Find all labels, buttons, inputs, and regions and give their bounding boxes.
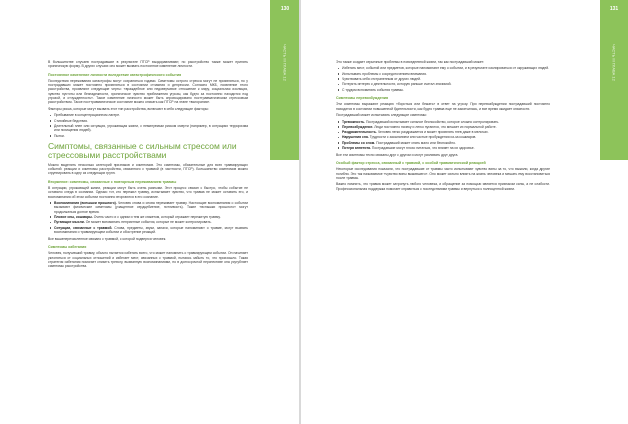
- tab-chapter-label: ГЛАВА 12: [282, 62, 288, 81]
- list-item: Длительный плен или ситуация, угрожающая жизни, с неминуемым риском смерти (например, в ситуациях терроризма или похищения людей).: [48, 124, 248, 133]
- body-paragraph: Факторы риска, которые могут вызвать этот тип расстройства, включают в себя следующие факторы:: [48, 106, 209, 111]
- list-item: Пугающие мысли. Он может вспоминать неприятные события, которые не может контролировать.: [48, 220, 248, 224]
- page-number-left: 130: [280, 6, 290, 12]
- avoidance-list: [336, 66, 550, 91]
- intro-paragraph: В большинстве случаев пострадавшие в результате ПТСР выздоравливают, но расстройство также может принять хроническую форму. В других случаях оно может вызвать постоянное изменение личности.: [48, 60, 248, 69]
- list-item: Потерять интерес к деятельности, которую раньше считал значимой.: [336, 82, 550, 86]
- list-item: Перевозбуждение. Люди постоянно начеку и легко пугаются, что мешает их нормальной работе.: [336, 125, 550, 129]
- body-paragraph: В ситуации, угрожающей жизни, реакции могут быть очень разными. Этот процесс связан с быстро, чтобы событие не оставило следа в сознании. Однако тот, кто пережил травму, испытывает чувство, что травма не может оставить его, и воспоминания об этом событии постоянно вторгаются в его сознание.: [48, 186, 248, 199]
- list-item: Нарушения сна. Трудности с засыпанием или частые пробуждения из-за кошмаров.: [336, 135, 550, 139]
- section-heading: Постоянное изменение личности вследствие катастрофического события: [48, 72, 182, 77]
- page-number-right: 131: [609, 6, 619, 12]
- section-heading: Симптомы перевозбуждения: [336, 95, 389, 100]
- body-paragraph: Пострадавший может испытывать следующие симптомы:: [336, 113, 427, 118]
- list-item: Пребывание в концентрационном лагере.: [48, 113, 248, 117]
- section-heading: Вторжение: симптомы, связанные с повторным переживанием травмы: [48, 179, 177, 184]
- chapter-tab-label-left: [283, 44, 288, 81]
- body-paragraph: Все вышеперечисленное связано с травмой, с которой подвергся человек.: [48, 236, 167, 241]
- list-item: Тревожность. Пострадавший испытывает сильное беспокойство, которое сложно контролировать.: [336, 120, 550, 124]
- body-paragraph: Последствия переживания катастрофы могут сохраняться годами. Симптомы острого стресса могут не проявляться, но у пострадавших может постоянно проявляться в состоянии отчаяния и депрессии. Согласно МКБ, появление этого расстройства, проявляют следующие черты: «враждебное или недоверчивое отношение к миру, социальная изоляция, чувство пустоты или безнадежности, хроническое чувство приближения угрозы, как будто за постоянно находится под угрозой, и отчужденность». Такое изменение личности может быть спровоцировано посттравматическим стрессовым расстройством. Такое посттравматическое состояние можно описать как ПТСР на этапе «выгорания».: [48, 78, 248, 105]
- right-page: [300, 0, 619, 424]
- body-paragraph: Важно помнить, что травма может затронуть любого человека, и обращение за помощью является признаком силы, а не слабости. Профессиональная поддержка помогает справиться с последствиями травмы и вернуться к полноценной жизни.: [336, 182, 550, 191]
- risk-factors-list: [48, 113, 248, 137]
- left-column: [48, 60, 248, 271]
- body-paragraph: Человек, получивший травму, обычно пытается избегать всего, что может напомнить о травмирующем событии. Он начинает уклоняться от социальных отношений и избегает мест, связанных с травмой, пытаясь забыть то, что произошло. Такая стратегия избегания помогает снизить тревогу, вызванную воспоминаниями, но в долгосрочной перспективе она усугубляет симптомы расстройства.: [48, 251, 248, 269]
- chapter-heading: Симптомы, связанные с сильным стрессом или стрессовыми расстройствами: [48, 140, 237, 160]
- list-item: Стихийные бедствия.: [48, 119, 248, 123]
- tab-part-label: ЧАСТЬ III: [282, 44, 288, 62]
- body-paragraph: Некоторые исследования показали, что пострадавшие от травмы часто испытывают чувство вины за то, что выжили, когда другие погибли. Это так называемое «чувство вины выжившего». Оно может сильно влиять на жизнь человека и мешать ему восстановиться после травмы.: [336, 167, 550, 180]
- section-heading: Особый фактор стресса, связанный с травмой, с особой травматической реакцией: [336, 161, 486, 166]
- right-column: [336, 60, 550, 193]
- list-item: Раздражительность. Человек легко раздражается и может проявлять гнев даже в мелочах.: [336, 130, 550, 134]
- chapter-tab-left: [270, 0, 300, 160]
- list-item: Избегать мест, событий или предметов, которые напоминают ему о событии, и в результате изолироваться от окружающих людей.: [336, 66, 550, 70]
- list-item: Испытывать проблемы с сосредоточением внимания.: [336, 72, 550, 76]
- symptoms-list: [48, 201, 248, 234]
- section-heading: Симптомы избегания: [48, 244, 87, 249]
- list-item: Проблемы со сном. Пострадавший может спать мало или беспокойно.: [336, 141, 550, 145]
- list-item: Чувствовать себя отстраненным от других людей.: [336, 77, 550, 81]
- list-item: Воспоминания (вспышки прошлого). Человек снова и снова переживает травму. Настоящие воспоминания о событии вызывают физические симптомы (учащенное сердцебиение, потливость). Такие «вспышки прошлого» могут продолжаться долгое время.: [48, 201, 248, 214]
- list-item: Пытки.: [48, 134, 248, 138]
- intro-paragraph: Это также создает серьезные проблемы в повседневной жизни, так как пострадавший может:: [336, 60, 485, 64]
- list-item: С трудом вспоминать события травмы.: [336, 88, 550, 92]
- left-page: [0, 0, 300, 424]
- list-item: Плохие сны, кошмары. Очень часто и с одним и тем же сюжетом, который отражает пережитую травму.: [48, 215, 248, 219]
- body-paragraph: Все эти симптомы тесно связаны друг с другом и могут усиливать друг друга.: [336, 152, 459, 157]
- list-item: Ситуации, связанные с травмой. Слова, предметы, звуки, запахи, которые напоминают о травме, могут вызвать воспоминания о травмирующем событии и обострение реакций.: [48, 226, 248, 235]
- chapter-tab-label-right: [612, 44, 617, 81]
- tab-part-label: ЧАСТЬ III: [611, 44, 617, 62]
- list-item: Потеря аппетита. Пострадавшие могут плохо питаться, что влияет на их здоровье.: [336, 146, 550, 150]
- chapter-tab-right: [600, 0, 628, 160]
- tab-chapter-label: ГЛАВА 12: [611, 62, 617, 81]
- body-paragraph: Эти симптомы выражают реакцию «бороться или бежать» в ответ на угрозу. При перевозбуждении пострадавший постоянно находится в состоянии повышенной бдительности, как будто травма еще не закончилась, и все время ожидает опасности.: [336, 102, 550, 111]
- hyperarousal-list: [336, 120, 550, 151]
- body-paragraph: Можно выделить несколько категорий признаков и симптомов. Это симптомы, обязательные для всех травмирующих событий: реакции и симптомы расстройства, связанного с травмой (в частности, ПТСР). Большинство симптомов можно сгруппировать в одну из следующих групп.: [48, 162, 248, 176]
